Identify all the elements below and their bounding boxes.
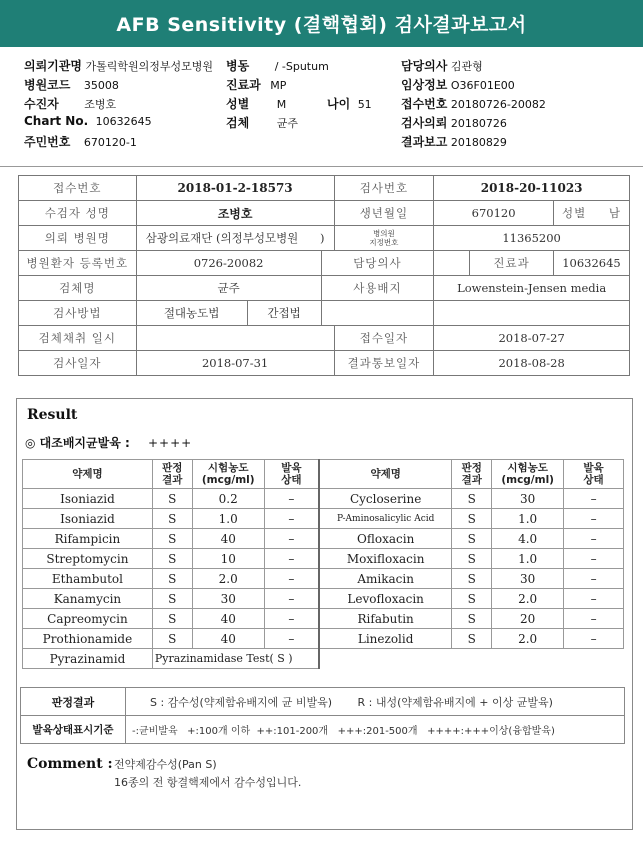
judge-result: S (452, 529, 492, 549)
hospital-row (24, 57, 213, 74)
judge-result: S (152, 589, 192, 609)
drug-name: Prothionamide (23, 629, 153, 649)
drug-name: Ethambutol (23, 569, 153, 589)
sex-value: M (276, 98, 287, 111)
col-drug: 약제명 (319, 460, 452, 489)
ward-value: / -Sputum (274, 60, 329, 73)
clinical-value: O36F01E00 (450, 79, 515, 92)
hospcode-label: 병원코드 (24, 78, 71, 92)
cell-value: 절대농도법 (136, 301, 247, 326)
growth-status: – (564, 509, 624, 529)
receiver-label: 수진자 (24, 97, 59, 111)
comment-text (114, 756, 301, 792)
header-divider (0, 166, 643, 167)
pza-test-result: Pyrazinamidase Test( S ) (152, 649, 319, 669)
cell-blank (434, 301, 630, 326)
cell-label: 수검자 성명 (19, 201, 137, 226)
judge-result: S (152, 629, 192, 649)
drug-name: Rifabutin (319, 609, 452, 629)
drug-name: Levofloxacin (319, 589, 452, 609)
growth-status: – (264, 509, 319, 529)
doctor-row (401, 57, 483, 74)
test-conc: 30 (492, 569, 564, 589)
cell-value: 간접법 (247, 301, 321, 326)
cell-value (136, 226, 334, 251)
col-growth: 발육 상태 (264, 460, 319, 489)
test-conc: 2.0 (492, 629, 564, 649)
cell-value: 균주 (136, 276, 321, 301)
growth-status: – (264, 569, 319, 589)
cell-label: 사용배지 (321, 276, 434, 301)
test-conc: 4.0 (492, 529, 564, 549)
receipt-row-2 (19, 201, 630, 226)
legend-judge-label: 판정결과 (21, 688, 126, 716)
exam-row (401, 114, 507, 131)
cell-value: 2018-01-2-18573 (136, 176, 334, 201)
dept-label: 진료과 (226, 78, 261, 92)
judge-result: S (452, 609, 492, 629)
cell-value: 남 (608, 206, 621, 220)
cell-label: 병원환자 등록번호 (19, 251, 137, 276)
rrn-row (24, 133, 137, 150)
cell-value: 2018-07-27 (434, 326, 630, 351)
cell-label: 병의원 지정번호 (334, 226, 434, 251)
legend-row-judge (21, 688, 625, 716)
legend-judge-values (126, 688, 625, 716)
table-row (23, 549, 624, 569)
cell-label: 검체채취 일시 (19, 326, 137, 351)
judge-result: S (152, 549, 192, 569)
receipt-row-8 (19, 351, 630, 376)
report-row (401, 133, 507, 150)
growth-status: – (264, 529, 319, 549)
drug-name: Amikacin (319, 569, 452, 589)
receipt-value: 20180726-20082 (450, 98, 546, 111)
cell-label: 의뢰 병원명 (19, 226, 137, 251)
table-row (23, 569, 624, 589)
cell-label: 접수번호 (19, 176, 137, 201)
col-conc: 시험농도 (mcg/ml) (192, 460, 264, 489)
receipt-table (18, 175, 630, 376)
receipt-row-1 (19, 176, 630, 201)
table-row-pza (23, 649, 624, 669)
doctor-label: 담당의사 (401, 59, 448, 73)
test-conc: 20 (492, 609, 564, 629)
comment-line-1: 전약제감수성(Pan S) (114, 758, 217, 771)
test-conc: 2.0 (492, 589, 564, 609)
receipt-row-5 (19, 276, 630, 301)
drug-name: Kanamycin (23, 589, 153, 609)
cell-value (434, 251, 470, 276)
report-value: 20180829 (450, 136, 507, 149)
table-row (23, 529, 624, 549)
drug-name: Streptomycin (23, 549, 153, 569)
growth-status: – (564, 569, 624, 589)
drug-name: Isoniazid (23, 509, 153, 529)
hospcode-value: 35008 (83, 79, 119, 92)
test-conc: 40 (192, 529, 264, 549)
receipt-row-3 (19, 226, 630, 251)
report-label: 결과보고 (401, 135, 448, 149)
test-conc: 30 (492, 489, 564, 509)
drug-table-header (23, 460, 624, 489)
cell-value: 2018-20-11023 (434, 176, 630, 201)
exam-label: 검사의뢰 (401, 116, 448, 130)
dept-value: MP (270, 79, 287, 92)
exam-value: 20180726 (450, 117, 507, 130)
legend-growth-text: -:균비발육 +:100개 이하 ++:101-200개 +++:201-500개 ++++:+++이상(융합발육) (126, 716, 625, 744)
receipt-row-7 (19, 326, 630, 351)
specimen-row (226, 114, 298, 131)
cell-label: 검사방법 (19, 301, 137, 326)
growth-status: – (564, 629, 624, 649)
chart-row (24, 114, 152, 128)
cell-label: 진료과 (470, 251, 554, 276)
receiver-value: 조병호 (84, 98, 117, 111)
drug-name: Isoniazid (23, 489, 153, 509)
judge-result: S (452, 629, 492, 649)
cell-value: 670120 (434, 201, 554, 226)
judge-result: S (152, 509, 192, 529)
col-growth: 발육 상태 (564, 460, 624, 489)
drug-name: Moxifloxacin (319, 549, 452, 569)
result-box (16, 398, 633, 830)
judge-result: S (452, 569, 492, 589)
control-growth-value: ++++ (147, 436, 193, 450)
test-conc: 1.0 (192, 509, 264, 529)
legend-table (20, 687, 625, 744)
rrn-label: 주민번호 (24, 135, 71, 149)
test-conc: 40 (192, 629, 264, 649)
clinical-label: 임상정보 (401, 78, 448, 92)
test-conc: 1.0 (492, 549, 564, 569)
cell-value: Lowenstein-Jensen media (434, 276, 630, 301)
ward-label: 병동 (226, 59, 250, 73)
drug-name: Cycloserine (319, 489, 452, 509)
judge-result: S (452, 489, 492, 509)
growth-status: – (564, 489, 624, 509)
cell-value: 10632645 (553, 251, 629, 276)
ward-row (226, 57, 329, 74)
drug-name: Ofloxacin (319, 529, 452, 549)
cell-blank (319, 649, 623, 669)
cell-label: 접수일자 (334, 326, 434, 351)
table-row (23, 589, 624, 609)
judge-result: S (152, 569, 192, 589)
col-judge: 판정 결과 (152, 460, 192, 489)
legend-judge-s: S : 감수성(약제함유배지에 균 비발육) (150, 695, 333, 709)
col-judge: 판정 결과 (452, 460, 492, 489)
cell-value (136, 326, 334, 351)
doctor-value: 김관형 (450, 60, 483, 73)
table-row (23, 609, 624, 629)
cell-value: 2018-08-28 (434, 351, 630, 376)
control-growth-label: ◎ 대조배지균발육 : (25, 436, 130, 450)
col-drug: 약제명 (23, 460, 153, 489)
drug-name: Linezolid (319, 629, 452, 649)
comment-label: Comment : (27, 756, 113, 772)
cell-value: 2018-07-31 (136, 351, 334, 376)
drug-name: P-Aminosalicylic Acid (319, 509, 452, 529)
legend-judge-r: R : 내성(약제함유배지에 + 이상 균발육) (357, 695, 553, 709)
growth-status: – (564, 609, 624, 629)
receipt-row-6 (19, 301, 630, 326)
cell-label: 담당의사 (321, 251, 434, 276)
chart-value: 10632645 (95, 115, 152, 128)
rrn-value: 670120-1 (83, 136, 137, 149)
legend-row-growth (21, 716, 625, 744)
cell-label: 생년월일 (334, 201, 434, 226)
judge-result: S (452, 549, 492, 569)
cell-blank (321, 301, 434, 326)
chart-label: Chart No. (24, 114, 89, 128)
cell-label: 성별 (562, 206, 587, 220)
result-title: Result (27, 407, 78, 423)
cell-label: 검체명 (19, 276, 137, 301)
table-row (23, 629, 624, 649)
receipt-row-4 (19, 251, 630, 276)
legend-growth-label: 발육상태표시기준 (21, 716, 126, 744)
judge-result: S (152, 489, 192, 509)
age-label: 나이 (327, 97, 351, 111)
receipt-label: 접수번호 (401, 97, 448, 111)
dept-row (226, 76, 286, 93)
specimen-value: 균주 (276, 117, 298, 130)
test-conc: 30 (192, 589, 264, 609)
drug-name: Pyrazinamid (23, 649, 153, 669)
growth-status: – (564, 529, 624, 549)
growth-status: – (264, 629, 319, 649)
hospcode-row (24, 76, 119, 93)
growth-status: – (264, 549, 319, 569)
growth-status: – (564, 549, 624, 569)
test-conc: 1.0 (492, 509, 564, 529)
test-conc: 0.2 (192, 489, 264, 509)
cell-value: 조병호 (136, 201, 334, 226)
cell-value: 11365200 (434, 226, 630, 251)
table-row (23, 489, 624, 509)
cell-label: 결과통보일자 (334, 351, 434, 376)
sex-cell (553, 201, 629, 226)
sex-label: 성별 (226, 97, 250, 111)
drug-table (22, 459, 624, 669)
clinical-row (401, 76, 515, 93)
growth-status: – (264, 609, 319, 629)
judge-result: S (152, 529, 192, 549)
drug-name: Capreomycin (23, 609, 153, 629)
hospital-name-close: ) (319, 231, 325, 245)
judge-result: S (152, 609, 192, 629)
growth-status: – (564, 589, 624, 609)
cell-value: 0726-20082 (136, 251, 321, 276)
hospital-name: 삼광의료재단 (의정부성모병원 (145, 231, 299, 245)
table-row (23, 509, 624, 529)
receipt-row (401, 95, 546, 112)
age-row (327, 95, 372, 112)
drug-name: Rifampicin (23, 529, 153, 549)
hospital-value: 가톨릭학원의정부성모병원 (85, 60, 213, 73)
report-title: AFB Sensitivity (결핵협회) 검사결과보고서 (0, 0, 643, 47)
test-conc: 2.0 (192, 569, 264, 589)
test-conc: 10 (192, 549, 264, 569)
cell-label: 검사번호 (334, 176, 434, 201)
judge-result: S (452, 509, 492, 529)
comment-line-2: 16종의 전 항결핵제에서 감수성입니다. (114, 776, 302, 789)
specimen-label: 검체 (226, 116, 250, 130)
hospital-label: 의뢰기관명 (24, 59, 82, 73)
test-conc: 40 (192, 609, 264, 629)
cell-label: 검사일자 (19, 351, 137, 376)
age-value: 51 (357, 98, 372, 111)
receiver-row (24, 95, 116, 112)
growth-status: – (264, 489, 319, 509)
growth-status: – (264, 589, 319, 609)
col-conc: 시험농도 (mcg/ml) (492, 460, 564, 489)
control-growth (25, 434, 192, 451)
sex-row (226, 95, 286, 112)
judge-result: S (452, 589, 492, 609)
